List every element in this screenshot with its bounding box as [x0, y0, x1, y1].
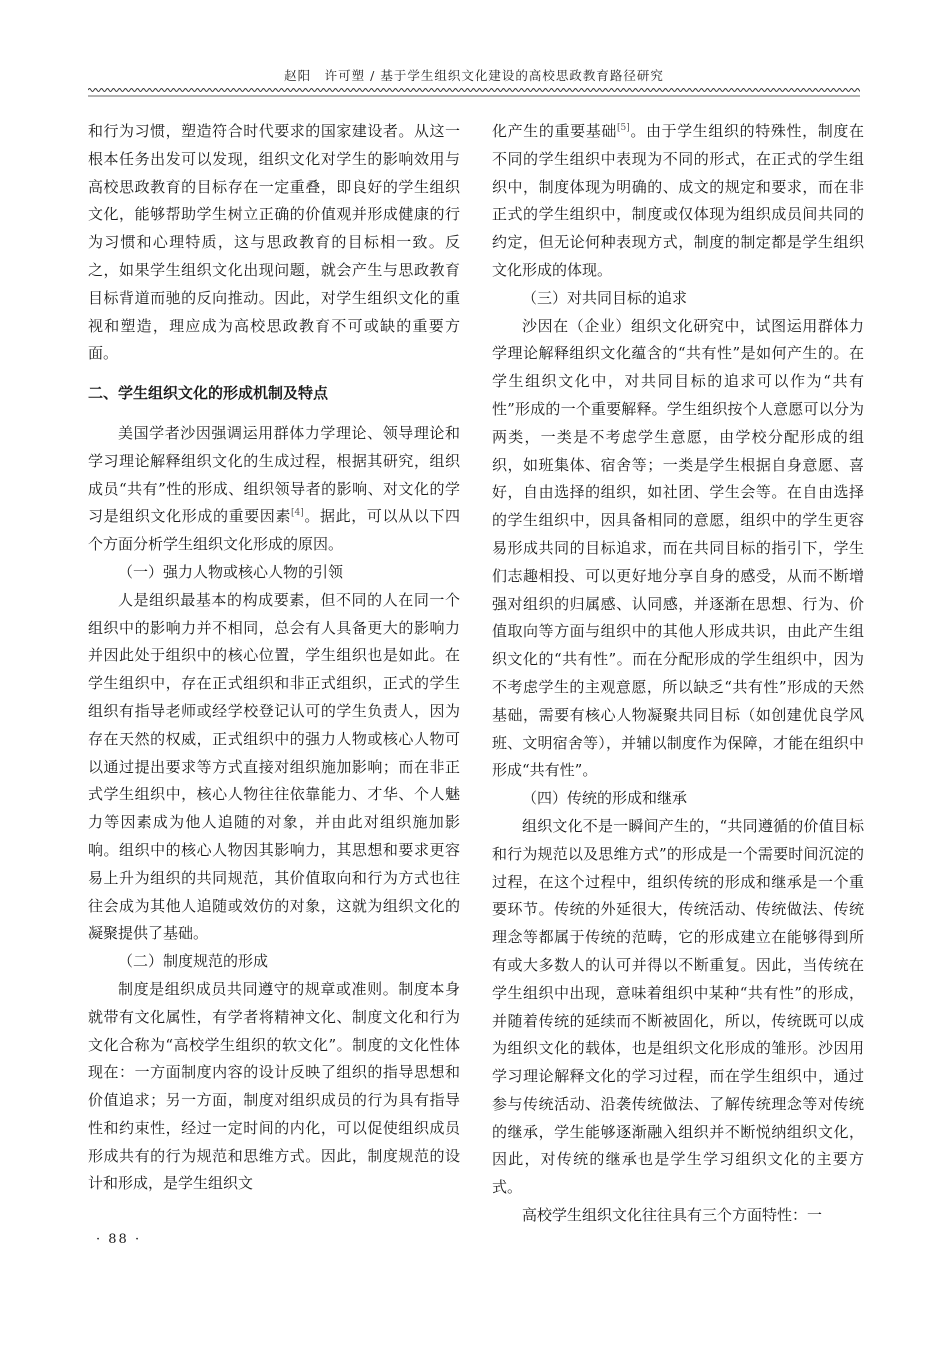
subsection-heading: （一）强力人物或核心人物的引领 — [118, 562, 344, 581]
citation-ref[interactable]: [5] — [616, 123, 630, 133]
running-header: 赵阳 许可塑 / 基于学生组织文化建设的高校思政教育路径研究 — [284, 68, 664, 83]
paragraph: 高校学生组织文化往往具有三个方面特性：一 — [522, 1206, 823, 1225]
paragraph-text: 美国学者沙因强调运用群体力学理论、领导理论和学习理论解释组织文化的生成过程，根据其研究，组织成员“共有”性的形成、组织领导者的影响、对文化的学习是组织文化形成的重要因素 — [88, 423, 460, 526]
page-number: · 88 · — [96, 1232, 142, 1247]
subsection-heading: （二）制度规范的形成 — [118, 952, 269, 971]
paragraph — [88, 420, 460, 559]
subsection-heading: （三）对共同目标的追求 — [522, 288, 688, 307]
paragraph-continued — [492, 118, 864, 285]
citation-ref[interactable]: [4] — [291, 508, 304, 519]
header-wavy-rule — [88, 84, 860, 98]
paragraph: 组织文化不是一瞬间产生的，“共同遵循的价值目标和行为规范以及思维方式”的形成是一个需要时间沉淀的过程，在这个过程中，组织传统的形成和继承是一个重要环节。传统的外延很大，传统活动、传统做法、传统理念等都属于传统的范畴，它的形成建立在能够得到所有或大多数人的认可并得以不断重复。因此，当传统在学生组织中出现，意味着组织中某种“共有性”的形成，并随着传统的延续而不断被固化，所以，传统既可以成为组织文化的载体，也是组织文化形成的雏形。沙因用学习理论解释文化的学习过程，而在学生组织中，通过参与传统活动、沿袭传统做法、了解传统理念等对传统的继承，学生能够逐渐融入组织并不断悦纳组织文化，因此，对传统的继承也是学生学习组织文化的主要方式。 — [492, 816, 864, 1197]
paragraph-text: 。据此，可以从以下四个方面分析学生组织文化形成的原因。 — [88, 507, 460, 554]
paragraph: 制度是组织成员共同遵守的规章或准则。制度本身就带有文化属性，有学者将精神文化、制度文化和行为文化合称为“高校学生组织的软文化”。制度的文化性体现在：一方面制度内容的设计反映了组织的指导思想和价值追求；另一方面，制度对组织成员的行为具有指导性和约束性，经过一定时间的内化，可以促使组织成员形成共有的行为规范和思维方式。因此，制度规范的设计和形成，是学生组织文 — [88, 979, 460, 1193]
subsection-heading: （四）传统的形成和继承 — [522, 789, 688, 808]
right-column — [492, 118, 864, 1230]
paragraph-text: 化产生的重要基础 — [492, 122, 617, 140]
paragraph: 人是组织最基本的构成要素，但不同的人在同一个组织中的影响力并不相同，总会有人具备更大的影响力并因此处于组织中的核心位置，学生组织也是如此。在学生组织中，存在正式组织和非正式组织，正式的学生组织有指导老师或经学校登记认可的学生负责人，因为存在天然的权威，正式组织中的强力人物或核心人物可以通过提出要求等方式直接对组织施加影响；而在非正式学生组织中，核心人物往往依靠能力、才华、个人魅力等因素成为他人追随的对象，并由此对组织施加影响。组织中的核心人物因其影响力，其思想和要求更容易上升为组织的共同规范，其价值取向和行为方式也往往会成为其他人追随或效仿的对象，这就为组织文化的凝聚提供了基础。 — [88, 590, 460, 943]
paragraph-text: 。由于学生组织的特殊性，制度在不同的学生组织中表现为不同的形式，在正式的学生组织中，制度体现为明确的、成文的规定和要求，而在非正式的学生组织中，制度或仅体现为组织成员间共同的约定，但无论何种表现方式，制度的制定都是学生组织文化形成的体现。 — [492, 122, 864, 279]
paragraph-continued: 和行为习惯，塑造符合时代要求的国家建设者。从这一根本任务出发可以发现，组织文化对学生的影响效用与高校思政教育的目标存在一定重叠，即良好的学生组织文化，能够帮助学生树立正确的价值观并形成健康的行为习惯和心理特质，这与思政教育的目标相一致。反之，如果学生组织文化出现问题，就会产生与思政教育目标背道而驰的反向推动。因此，对学生组织文化的重视和塑造，理应成为高校思政教育不可或缺的重要方面。 — [88, 122, 460, 363]
section-heading: 二、学生组织文化的形成机制及特点 — [88, 384, 329, 403]
left-column — [88, 118, 460, 1198]
paragraph: 沙因在（企业）组织文化研究中，试图运用群体力学理论解释组织文化蕴含的“共有性”是如何产生的。在学生组织文化中，对共同目标的追求可以作为“共有性”形成的一个重要解释。学生组织按个人意愿可以分为两类，一类是不考虑学生意愿，由学校分配形成的组织，如班集体、宿舍等；一类是学生根据自身意愿、喜好，自由选择的组织，如社团、学生会等。在自由选择的学生组织中，因具备相同的意愿，组织中的学生更容易形成共同的目标追求，而在共同目标的指引下，学生们志趣相投、可以更好地分享自身的感受，从而不断增强对组织的归属感、认同感，并逐渐在思想、行为、价值取向等方面与组织中的其他人形成共识，由此产生组织文化的“共有性”。而在分配形成的学生组织中，因为不考虑学生的主观意愿，所以缺乏“共有性”形成的天然基础，需要有核心人物凝聚共同目标（如创建优良学风班、文明宿舍等），并辅以制度作为保障，才能在组织中形成“共有性”。 — [492, 316, 864, 780]
